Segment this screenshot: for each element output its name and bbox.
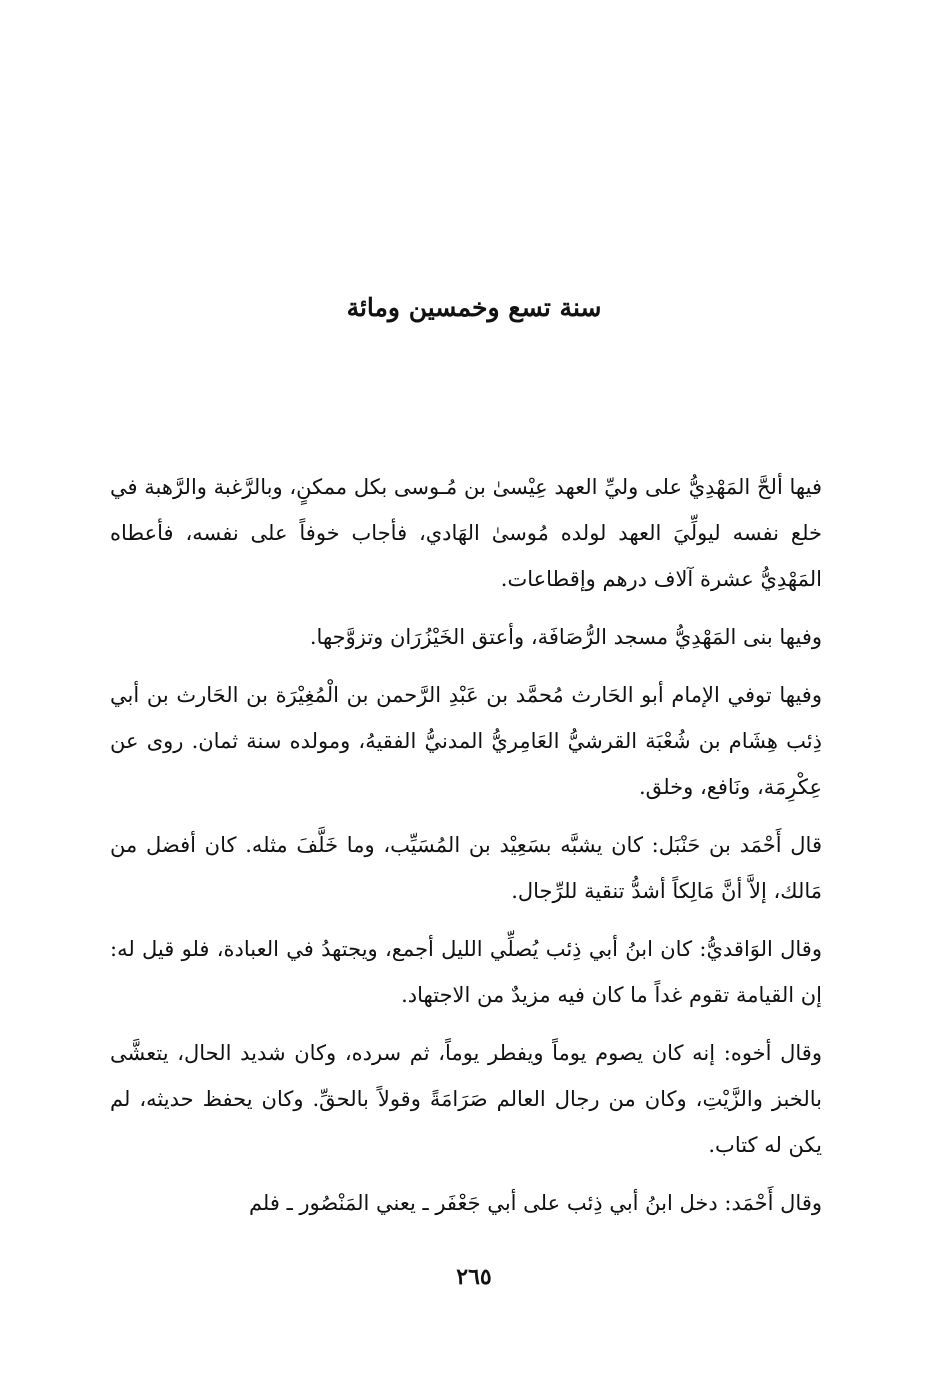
paragraph: وفيها بنى المَهْدِيُّ مسجد الرُّصَافَة، وأعتق الخَيْزُرَان وتزوَّجها.	[309, 625, 822, 649]
paragraph: وفيها توفي الإمام أبو الحَارث مُحمَّد بن عَبْدِ الرَّحمن بن الْمُغِيْرَة بن الحَارث بن أبي ذِئب هِشَام بن شُعْبَة القرشيُّ العَامِريُّ المدنيُّ الفقيهُ، ومولده سنة ثمان. روى عن عِكْرِمَة، ونَافع، وخلق.	[110, 683, 822, 799]
page-number: ٢٦٥	[456, 1264, 492, 1290]
body-text	[110, 464, 822, 1238]
paragraph: وقال أَحْمَد: دخل ابنُ أبي ذِئب على أبي جَعْفَر ـ يعني المَنْصُور ـ فلم	[248, 1191, 822, 1215]
paragraph: قال أَحْمَد بن حَنْبَل: كان يشبَّه بسَعِيْد بن المُسَيِّب، وما خَلَّفَ مثله. كان أفضل من مَالك، إلاَّ أنَّ مَالِكاً أشدُّ تنقية للرِّجال.	[110, 833, 822, 903]
page-title: سنة تسع وخمسين ومائة	[346, 293, 602, 322]
paragraph: وقال أخوه: إنه كان يصوم يوماً ويفطر يوماً، ثم سرده، وكان شديد الحال، يتعشَّى بالخبز والزَّيْتِ، وكان من رجال العالم صَرَامَةً وقولاً بالحقِّ. وكان يحفظ حديثه، لم يكن له كتاب.	[110, 1041, 822, 1157]
paragraph: وقال الوَاقديُّ: كان ابنُ أبي ذِئب يُصلِّي الليل أجمع، ويجتهدُ في العبادة، فلو قيل له: إن القيامة تقوم غداً ما كان فيه مزيدٌ من الاجتهاد.	[110, 937, 822, 1007]
paragraph: فيها ألحَّ المَهْدِيُّ على وليِّ العهد عِيْسىٰ بن مُـوسى بكل ممكنٍ، وبالرَّغبة والرَّهبة في خلع نفسه ليولِّيَ العهد لولده مُوسىٰ الهَادي، فأجاب خوفاً على نفسه، فأعطاه المَهْدِيُّ عشرة آلاف درهم وإقطاعات.	[110, 475, 822, 591]
